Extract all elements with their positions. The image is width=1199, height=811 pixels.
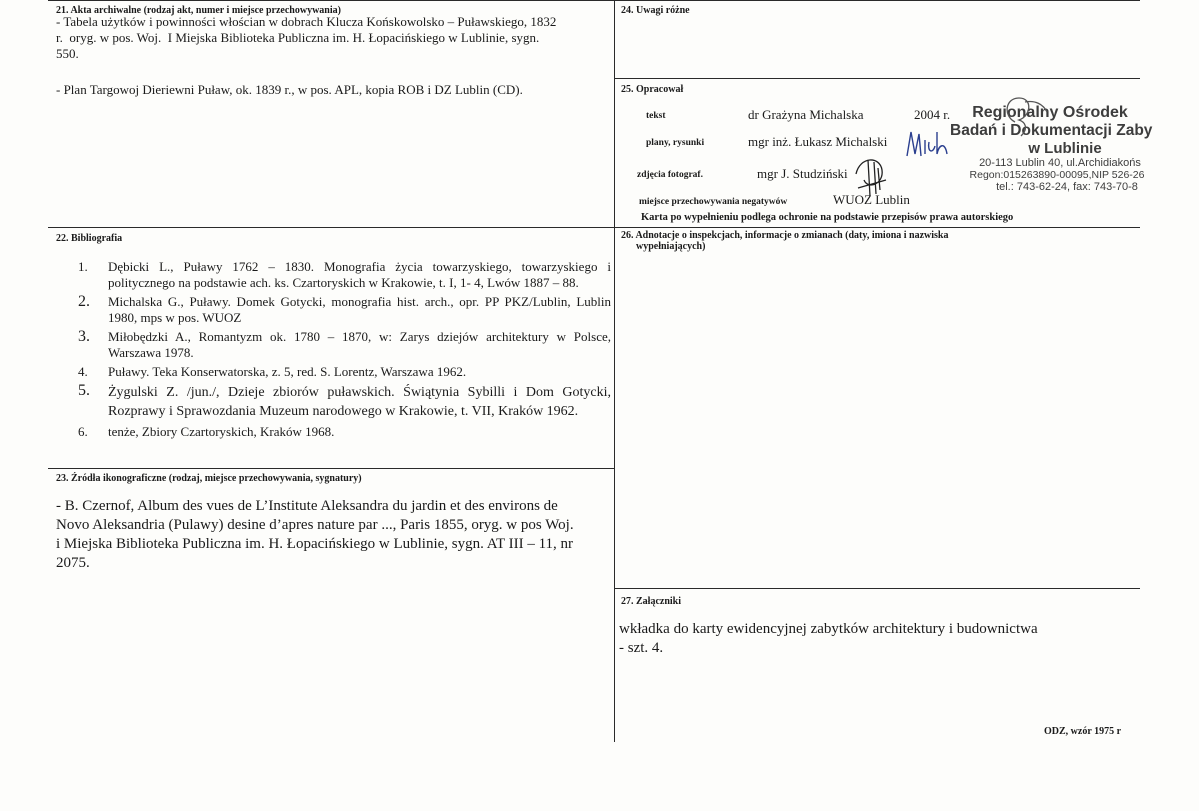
section-22-heading: 22. Bibliografia	[56, 233, 123, 244]
bibliography-list	[66, 259, 611, 443]
top-border	[48, 0, 1140, 1]
divider-26-27	[614, 588, 1140, 589]
divider-21-22	[48, 227, 1140, 228]
list-number: 5.	[78, 382, 90, 399]
list-text: Dębicki L., Puławy 1762 – 1830. Monografia życia towarzyskiego, towarzyskiego i politycznego na podstawie ach. ks. Czartoryskich w Krakowie, t. I, 1- 4, Lwów 1887 – 88.	[108, 259, 611, 290]
tekst-year: 2004 r.	[914, 107, 951, 122]
negatywy-location: WUOZ Lublin	[833, 192, 910, 207]
stamp-line-5: Regon:015263890-00095,NIP 526-26	[969, 169, 1145, 181]
section-27-heading: 27. Załączniki	[621, 596, 682, 607]
list-number: 4.	[78, 364, 88, 379]
zdjecia-author: mgr J. Studziński	[757, 166, 848, 181]
negatywy-label: miejsce przechowywania negatywów	[639, 197, 788, 207]
section-24-heading: 24. Uwagi różne	[621, 5, 690, 16]
divider-24-25	[614, 78, 1140, 79]
stamp-line-4: 20-113 Lublin 40, ul.Archidiakońs	[979, 157, 1141, 169]
signature-studzinski	[850, 150, 890, 198]
stamp-line-3: w Lublinie	[1028, 140, 1102, 157]
signature-michalski	[903, 126, 953, 164]
list-text: tenże, Zbiory Czartoryskich, Kraków 1968.	[108, 424, 335, 439]
center-divider	[614, 0, 615, 742]
list-number: 1.	[78, 259, 88, 274]
divider-22-23	[48, 468, 615, 469]
list-item	[66, 364, 611, 380]
section-23-text: - B. Czernof, Album des vues de L’Institute Aleksandra du jardin et des environs de Novo Aleksandria (Pulawy) desine d’apres nature par ..., Paris 1855, oryg. w pos Woj. i Miejska Biblioteka Publiczna im. H. Łopacińskiego w Lublinie, sygn. AT III – 11, nr 2075.	[56, 498, 574, 571]
section-23-heading: 23. Źródła ikonograficzne (rodzaj, miejsce przechowywania, sygnatury)	[56, 473, 362, 484]
form-footer: ODZ, wzór 1975 r	[1044, 726, 1122, 737]
list-text: Miłobędzki A., Romantyzm ok. 1780 – 1870, w: Zarys dziejów architektury w Polsce, Warszawa 1978.	[108, 329, 611, 360]
tekst-label: tekst	[646, 111, 666, 121]
list-number: 3.	[78, 328, 90, 345]
tekst-author: dr Grażyna Michalska	[748, 107, 864, 122]
section-25-heading: 25. Opracował	[621, 84, 684, 95]
list-number: 6.	[78, 424, 88, 439]
list-text: Puławy. Teka Konserwatorska, z. 5, red. S. Lorentz, Warszawa 1962.	[108, 364, 467, 379]
stamp-line-2: Badań i Dokumentacji Zaby	[950, 122, 1153, 139]
copyright-note: Karta po wypełnieniu podlega ochronie na podstawie przepisów prawa autorskiego	[641, 212, 1014, 223]
list-number: 2.	[78, 293, 90, 310]
stamp-line-1: Regionalny Ośrodek	[972, 104, 1128, 121]
section-21-heading: 21. Akta archiwalne (rodzaj akt, numer i miejsce przechowywania)	[56, 5, 341, 16]
plany-author: mgr inż. Łukasz Michalski	[748, 134, 888, 149]
list-item	[66, 294, 611, 326]
stamp-line-6: tel.: 743-62-24, fax: 743-70-8	[996, 181, 1138, 193]
list-text: Żygulski Z. /jun./, Dzieje zbiorów puławskich. Świątynia Sybilli i Dom Gotycki, Rozprawy i Sprawozdania Muzeum narodowego w Krakowie, t. VII, Kraków 1962.	[108, 385, 611, 419]
section-21-record-1: - Tabela użytków i powinności włościan w dobrach Klucza Końskowolsko – Puławskiego, 1832 r. oryg. w pos. Woj. I Miejska Biblioteka Publiczna im. H. Łopacińskiego w Lublinie, sygn. 550.	[56, 14, 557, 61]
list-item	[66, 329, 611, 361]
section-27-text: wkładka do karty ewidencyjnej zabytków architektury i budownictwa - szt. 4.	[619, 621, 1038, 656]
zdjecia-label: zdjęcia fotograf.	[637, 170, 703, 180]
section-26-heading: 26. Adnotacje o inspekcjach, informacje o zmianach (daty, imiona i nazwiska wypełniających)	[621, 230, 949, 252]
list-item	[66, 383, 611, 421]
list-item	[66, 259, 611, 291]
list-item	[66, 424, 611, 440]
plany-label: plany, rysunki	[646, 138, 705, 148]
section-21-record-2: - Plan Targowoj Dieriewni Puław, ok. 1839 r., w pos. APL, kopia ROB i DZ Lublin (CD).	[56, 82, 523, 97]
signature-grazyna	[995, 92, 1055, 140]
list-text: Michalska G., Puławy. Domek Gotycki, monografia hist. arch., opr. PP PKZ/Lublin, Lublin 1980, mps w pos. WUOZ	[108, 294, 611, 325]
